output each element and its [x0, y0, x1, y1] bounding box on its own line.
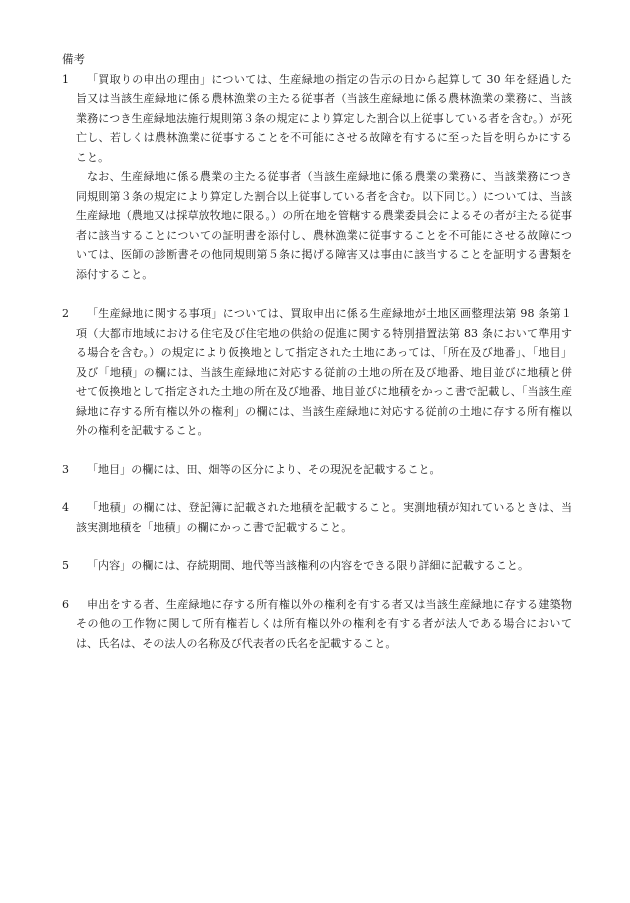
note-number: 5	[62, 559, 70, 572]
remarks-heading: 備考	[62, 52, 85, 66]
note-paragraph: 「地目」の欄には、田、畑等の区分により、その現況を記載すること。	[87, 462, 441, 476]
note-paragraph: 「地積」の欄には、登記簿に記載された地積を記載すること。実測地積が知れているときは、当該実測地積を「地積」の欄にかっこ書で記載すること。	[76, 501, 572, 534]
remarks-page	[62, 50, 572, 653]
note-number: 2	[62, 307, 70, 320]
note-number: 1	[62, 72, 70, 86]
note-1	[62, 70, 572, 285]
note-5	[62, 556, 572, 576]
note-3	[62, 460, 572, 480]
note-6	[62, 595, 572, 654]
note-number: 6	[62, 597, 70, 611]
note-number: 4	[62, 501, 70, 514]
note-paragraph: 「生産緑地に関する事項」については、買取申出に係る生産緑地が土地区画整理法第 98 条第１項（大都市地域における住宅及び住宅地の供給の促進に関する特別措置法第 83 条において準用する場合を含む。）の規定により仮換地として指定された土地にあっては、「所在及び地番」、「地目」及び「地積」の欄には、当該生産緑地に対応する従前の土地の所在及び地番、地目並びに地積と併せて仮換地として指定された土地の所在及び地番、地目並びに地積をかっこ書で記載し、「当該生産緑地に存する所有権以外の権利」の欄には、当該生産緑地に対応する従前の土地に存する所有権以外の権利を記載すること。	[76, 307, 572, 437]
note-4	[62, 498, 572, 537]
note-paragraph: 申出をする者、生産緑地に存する所有権以外の権利を有する者又は当該生産緑地に存する建築物その他の工作物に関して所有権若しくは所有権以外の権利を有する者が法人である場合においては、氏名は、その法人の名称及び代表者の氏名を記載すること。	[76, 597, 572, 650]
note-paragraph: 「内容」の欄には、存続期間、地代等当該権利の内容をできる限り詳細に記載すること。	[87, 559, 529, 572]
note-number: 3	[62, 462, 70, 476]
note-2	[62, 304, 572, 441]
note-paragraph: 「買取りの申出の理由」については、生産緑地の指定の告示の日から起算して 30 年を経過した旨又は当該生産緑地に係る農林漁業の主たる従事者（当該生産緑地に係る農林漁業の業務に、当該業務につき生産緑地法施行規則第３条の規定により算定した割合以上従事している者を含む。）が死亡し、若しくは農林漁業に従事することを不可能にさせる故障を有するに至った旨を明らかにすること。	[76, 72, 572, 164]
note-paragraph: なお、生産緑地に係る農業の主たる従事者（当該生産緑地に係る農業の業務に、当該業務につき同規則第３条の規定により算定した割合以上従事している者を含む。以下同じ。）については、当該生産緑地（農地又は採草放牧地に限る。）の所在地を管轄する農業委員会によるその者が主たる従事者に該当することについての証明書を添付し、農林漁業に従事することを不可能にさせる故障については、医師の診断書その他同規則第５条に掲げる障害又は事由に該当することを証明する書類を添付すること。	[76, 170, 572, 281]
